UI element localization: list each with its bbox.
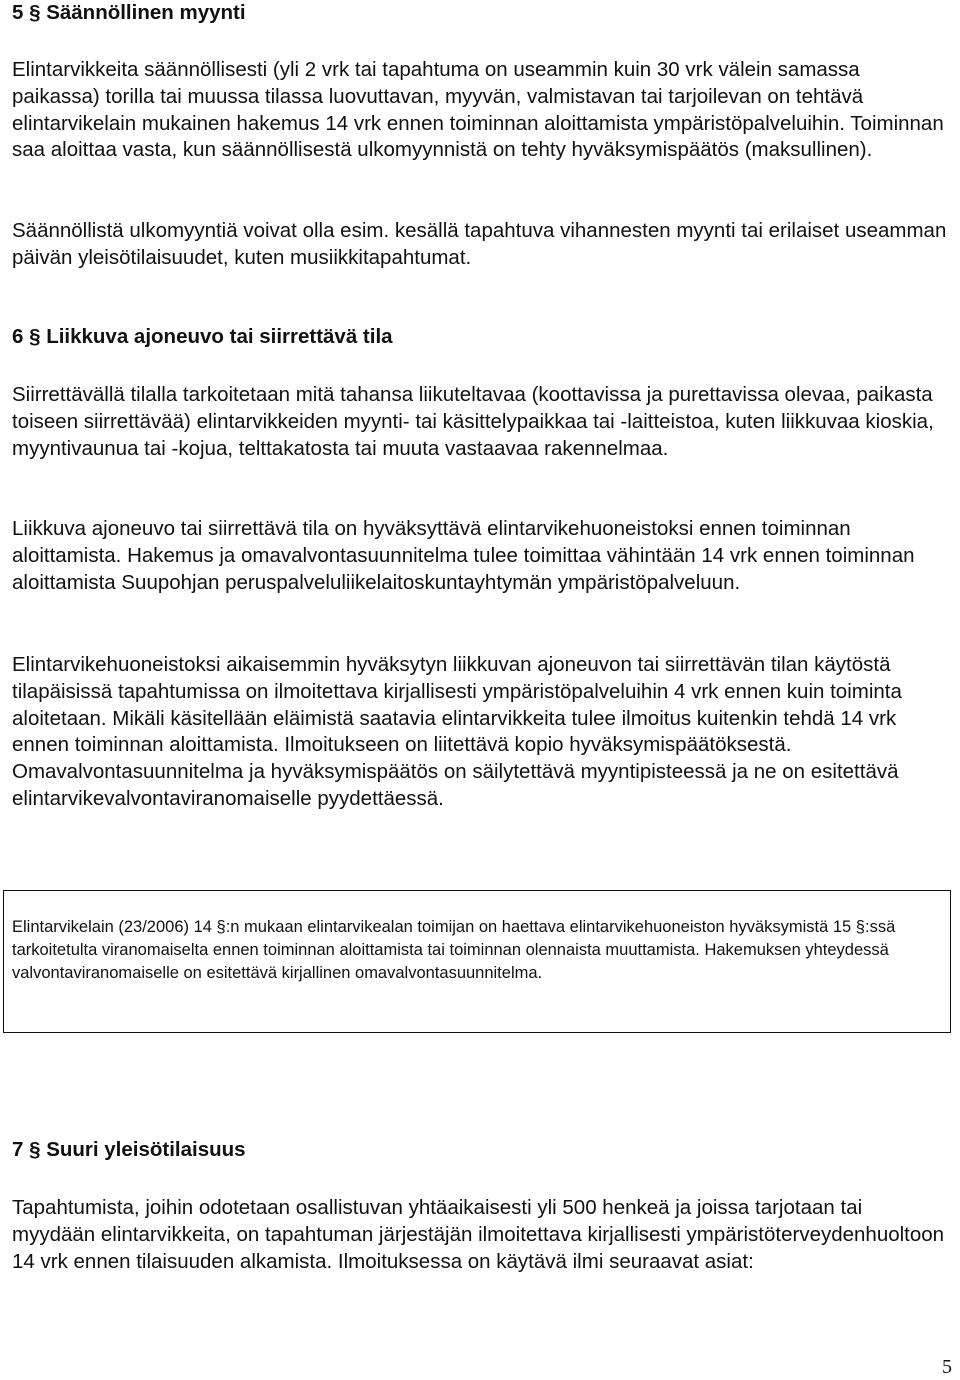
section-5-heading: 5 § Säännöllinen myynti bbox=[12, 1, 246, 24]
section-6-paragraph-2: Liikkuva ajoneuvo tai siirrettävä tila on hyväksyttävä elintarvikehuoneistoksi ennen toiminnan aloittamista. Hakemus ja omavalvontasuunnitelma tulee toimittaa vähintään 14 vrk ennen toiminnan aloittamista Suupohjan peruspalveluliikelaitoskuntayhtymän ympäristöpalveluun. bbox=[12, 517, 915, 594]
section-6-paragraph-3: Elintarvikehuoneistoksi aikaisemmin hyväksytyn liikkuvan ajoneuvon tai siirrettävän tilan käytöstä tilapäisissä tapahtumissa on ilmoitettava kirjallisesti ympäristöpalveluihin 4 vrk ennen kuin toiminta aloitetaan. Mikäli käsitellään eläimistä saatavia elintarvikkeita tulee ilmoitus kuitenkin tehdä 14 vrk ennen toiminnan aloittamista. Ilmoitukseen on liitettävä kopio hyväksymispäätöksestä. Omavalvontasuunnitelma ja hyväksymispäätös on säilytettävä myyntipisteessä ja ne on esitettävä elintarvikevalvontaviranomaiselle pyydettäessä. bbox=[12, 653, 902, 810]
section-6-paragraph-1: Siirrettävällä tilalla tarkoitetaan mitä tahansa liikuteltavaa (koottavissa ja purettavissa olevaa, paikasta toiseen siirrettävää) elintarvikkeiden myynti- tai käsittelypaikkaa tai -laitteistoa, kuten liikkuvaa kioskia, myyntivaunua tai -kojua, telttakatosta tai muuta vastaavaa rakennelmaa. bbox=[12, 383, 934, 460]
section-5-paragraph-2: Säännöllistä ulkomyyntiä voivat olla esim. kesällä tapahtuva vihannesten myynti tai erilaiset useamman päivän yleisötilaisuudet, kuten musiikkitapahtumat. bbox=[12, 219, 947, 269]
legal-note-text: Elintarvikelain (23/2006) 14 §:n mukaan elintarvikealan toimijan on haettava elintarvikehuoneiston hyväksymistä 15 §:ssä tarkoitetulta viranomaiselta ennen toiminnan aloittamista tai toiminnan olennaista muuttamista. Hakemuksen yhteydessä valvontaviranomaiselle on esitettävä kirjallinen omavalvontasuunnitelma. bbox=[12, 918, 896, 982]
section-7-paragraph-1: Tapahtumista, joihin odotetaan osallistuvan yhtäaikaisesti yli 500 henkeä ja joissa tarjotaan tai myydään elintarvikkeita, on tapahtuman järjestäjän ilmoitettava kirjallisesti ympäristöterveydenhuoltoon 14 vrk ennen tilaisuuden alkamista. Ilmoituksessa on käytävä ilmi seuraavat asiat: bbox=[12, 1196, 945, 1273]
legal-note-box bbox=[3, 890, 951, 1033]
page-number: 5 bbox=[942, 1356, 952, 1378]
section-6-heading: 6 § Liikkuva ajoneuvo tai siirrettävä tila bbox=[12, 325, 393, 348]
section-7-heading: 7 § Suuri yleisötilaisuus bbox=[12, 1138, 246, 1161]
section-5-paragraph-1: Elintarvikkeita säännöllisesti (yli 2 vrk tai tapahtuma on useammin kuin 30 vrk välein samassa paikassa) torilla tai muussa tilassa luovuttavan, myyvän, valmistavan tai tarjoilevan on tehtävä elintarvikelain mukainen hakemus 14 vrk ennen toiminnan aloittamista ympäristöpalveluihin. Toiminnan saa aloittaa vasta, kun säännöllisestä ulkomyynnistä on tehty hyväksymispäätös (maksullinen). bbox=[12, 58, 944, 162]
